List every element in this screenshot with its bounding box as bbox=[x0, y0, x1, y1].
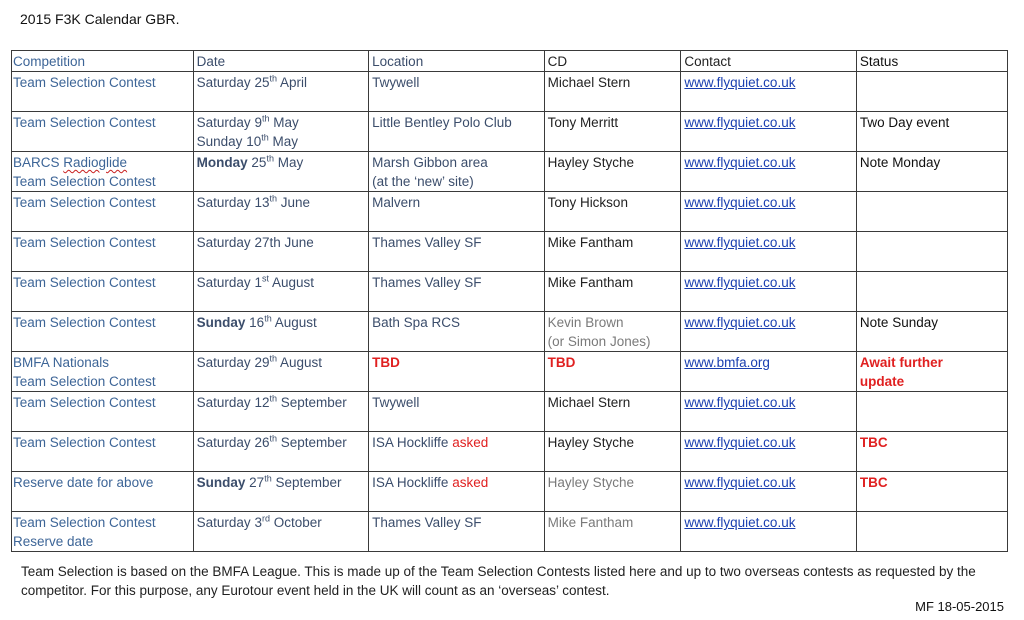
cd-name: Hayley Styche bbox=[547, 435, 634, 450]
competition-text: Team Selection Contest bbox=[13, 115, 156, 130]
contact-link[interactable]: www.flyquiet.co.uk bbox=[684, 435, 796, 450]
cd-name: Mike Fantham bbox=[547, 515, 634, 530]
competition-line bbox=[13, 433, 191, 452]
competition-line bbox=[13, 193, 191, 212]
contact-cell bbox=[681, 352, 857, 392]
cd-name: Tony Hickson bbox=[547, 195, 628, 210]
date-day: Saturday bbox=[196, 275, 251, 290]
cd-line bbox=[548, 73, 679, 92]
location-cell bbox=[369, 232, 545, 272]
cd-name: Kevin Brown bbox=[547, 315, 624, 330]
status-text: update bbox=[859, 374, 905, 389]
date-number: 10 bbox=[242, 134, 262, 149]
date-day: Saturday bbox=[196, 355, 251, 370]
date-cell bbox=[193, 72, 369, 112]
contact-cell bbox=[681, 512, 857, 552]
cd-line bbox=[548, 473, 679, 492]
competition-line bbox=[13, 313, 191, 332]
competition-cell bbox=[12, 272, 194, 312]
date-month: April bbox=[276, 75, 307, 90]
location-flag: asked bbox=[452, 475, 489, 490]
status-text: Note Monday bbox=[859, 155, 941, 170]
location-cell bbox=[369, 312, 545, 352]
cd-name: Tony Merritt bbox=[547, 115, 619, 130]
contact-link[interactable]: www.flyquiet.co.uk bbox=[684, 395, 796, 410]
competition-cell bbox=[12, 392, 194, 432]
date-line bbox=[197, 313, 367, 332]
location-text: Thames Valley SF bbox=[372, 235, 482, 250]
date-line bbox=[197, 353, 367, 372]
header-date: Date bbox=[193, 51, 369, 72]
competition-cell bbox=[12, 312, 194, 352]
location-line bbox=[372, 193, 542, 212]
location-text: Little Bentley Polo Club bbox=[372, 115, 512, 130]
competition-cell bbox=[12, 72, 194, 112]
date-day: Saturday bbox=[196, 195, 251, 210]
date-month: September bbox=[271, 475, 342, 490]
contact-cell bbox=[681, 232, 857, 272]
date-month: August bbox=[276, 355, 323, 370]
date-month: August bbox=[271, 315, 317, 330]
contact-link[interactable]: www.flyquiet.co.uk bbox=[684, 315, 796, 330]
location-text: ISA Hockliffe bbox=[372, 435, 453, 450]
status-cell bbox=[856, 392, 1007, 432]
table-row bbox=[12, 72, 1008, 112]
competition-text: Team Selection Contest bbox=[13, 435, 156, 450]
date-month: August bbox=[268, 275, 315, 290]
header-competition: Competition bbox=[12, 51, 194, 72]
date-ordinal: th bbox=[269, 393, 277, 404]
competition-line bbox=[13, 513, 191, 532]
location-text: Bath Spa RCS bbox=[372, 315, 460, 330]
date-day: Saturday bbox=[196, 435, 251, 450]
date-cell bbox=[193, 512, 369, 552]
status-cell bbox=[856, 192, 1007, 232]
status-text: Two Day event bbox=[859, 115, 950, 130]
competition-line bbox=[13, 113, 191, 132]
date-ordinal: th bbox=[264, 313, 272, 324]
contact-link[interactable]: www.flyquiet.co.uk bbox=[684, 515, 796, 530]
cd-cell bbox=[544, 152, 681, 192]
location-line bbox=[372, 433, 542, 452]
date-day: Monday bbox=[196, 155, 248, 170]
date-day: Sunday bbox=[196, 134, 243, 149]
competition-line bbox=[13, 353, 191, 372]
location-text: ISA Hockliffe bbox=[372, 475, 453, 490]
date-line bbox=[197, 113, 367, 132]
competition-text: Team Selection Contest bbox=[13, 235, 156, 250]
date-cell bbox=[193, 192, 369, 232]
status-cell bbox=[856, 272, 1007, 312]
competition-cell bbox=[12, 512, 194, 552]
cd-name: Mike Fantham bbox=[547, 275, 634, 290]
competition-line bbox=[13, 393, 191, 412]
date-month: September bbox=[276, 435, 347, 450]
date-line bbox=[197, 153, 367, 172]
cd-name: TBD bbox=[547, 355, 576, 370]
competition-text: Team Selection Contest bbox=[13, 75, 156, 90]
date-cell bbox=[193, 352, 369, 392]
competition-cell bbox=[12, 152, 194, 192]
status-cell bbox=[856, 512, 1007, 552]
date-line bbox=[197, 433, 367, 452]
status-cell bbox=[856, 152, 1007, 192]
competition-line bbox=[13, 153, 191, 172]
date-line bbox=[197, 73, 367, 92]
location-line bbox=[372, 153, 542, 172]
competition-text: Team Selection Contest bbox=[13, 275, 156, 290]
cd-line bbox=[548, 273, 679, 292]
competition-text: Reserve date for above bbox=[13, 475, 154, 490]
cd-line bbox=[548, 113, 679, 132]
contact-link[interactable]: www.flyquiet.co.uk bbox=[684, 235, 796, 250]
location-flag: TBD bbox=[372, 355, 400, 370]
status-line bbox=[860, 372, 1005, 391]
status-cell bbox=[856, 432, 1007, 472]
cd-cell bbox=[544, 432, 681, 472]
location-text: Twywell bbox=[372, 395, 420, 410]
competition-text: Team Selection Contest bbox=[13, 515, 156, 530]
contact-link[interactable]: www.flyquiet.co.uk bbox=[684, 195, 796, 210]
contact-cell bbox=[681, 312, 857, 352]
location-flag: asked bbox=[452, 435, 489, 450]
competition-line bbox=[13, 372, 191, 391]
header-row bbox=[12, 51, 1008, 72]
status-cell bbox=[856, 472, 1007, 512]
contact-link[interactable]: www.flyquiet.co.uk bbox=[684, 155, 796, 170]
competition-line bbox=[13, 233, 191, 252]
table-row bbox=[12, 272, 1008, 312]
date-day: Saturday bbox=[196, 395, 251, 410]
location-cell bbox=[369, 192, 545, 232]
status-text: Note Sunday bbox=[859, 315, 938, 330]
cd-line bbox=[548, 233, 679, 252]
date-month: September bbox=[276, 395, 347, 410]
table-row bbox=[12, 232, 1008, 272]
cd-line bbox=[548, 393, 679, 412]
competition-line bbox=[13, 473, 191, 492]
competition-text: Team Selection Contest bbox=[13, 374, 156, 389]
competition-line bbox=[13, 73, 191, 92]
status-line bbox=[860, 433, 1005, 452]
cd-name: Michael Stern bbox=[547, 75, 631, 90]
date-ordinal: th bbox=[269, 353, 277, 364]
cd-cell bbox=[544, 72, 681, 112]
date-line bbox=[197, 393, 367, 412]
status-cell bbox=[856, 312, 1007, 352]
contact-link[interactable]: www.bmfa.org bbox=[684, 355, 770, 370]
contact-cell bbox=[681, 392, 857, 432]
status-cell bbox=[856, 112, 1007, 152]
competition-text: Team Selection Contest bbox=[13, 395, 156, 410]
date-number: 27th bbox=[250, 235, 281, 250]
table-row bbox=[12, 352, 1008, 392]
date-day: Sunday bbox=[196, 315, 246, 330]
location-cell bbox=[369, 512, 545, 552]
status-text: TBC bbox=[859, 475, 888, 490]
table-row bbox=[12, 432, 1008, 472]
date-ordinal: th bbox=[266, 153, 274, 164]
cd-cell bbox=[544, 272, 681, 312]
competition-cell bbox=[12, 472, 194, 512]
location-line bbox=[372, 273, 542, 292]
date-ordinal: rd bbox=[261, 513, 270, 524]
cd-line bbox=[548, 313, 679, 332]
date-ordinal: th bbox=[264, 473, 272, 484]
status-line bbox=[860, 473, 1005, 492]
footnote: Team Selection is based on the BMFA League. This is made up of the Team Selection Contests listed here and up to two overseas contests as requested by the competitor. For this purpose, any Eurotour event held in the UK will count as an ‘overseas’ contest. bbox=[21, 564, 976, 598]
competition-line bbox=[13, 273, 191, 292]
calendar-table bbox=[11, 50, 1008, 552]
document-title: 2015 F3K Calendar GBR. bbox=[20, 11, 180, 27]
signoff: MF 18-05-2015 bbox=[915, 599, 1004, 614]
cd-name: Mike Fantham bbox=[547, 235, 634, 250]
date-number: 12 bbox=[250, 395, 270, 410]
competition-line bbox=[13, 172, 191, 191]
competition-cell bbox=[12, 232, 194, 272]
location-line bbox=[372, 473, 542, 492]
location-line bbox=[372, 172, 542, 191]
table-row bbox=[12, 392, 1008, 432]
location-cell bbox=[369, 272, 545, 312]
date-number: 29 bbox=[250, 355, 270, 370]
table-row bbox=[12, 152, 1008, 192]
location-cell bbox=[369, 432, 545, 472]
competition-cell bbox=[12, 432, 194, 472]
cd-name: Hayley Styche bbox=[547, 155, 634, 170]
status-cell bbox=[856, 352, 1007, 392]
date-line bbox=[197, 193, 367, 212]
date-cell bbox=[193, 432, 369, 472]
cd-cell bbox=[544, 192, 681, 232]
location-cell bbox=[369, 352, 545, 392]
competition-text: BMFA Nationals bbox=[13, 355, 110, 370]
cd-line bbox=[548, 513, 679, 532]
contact-cell bbox=[681, 272, 857, 312]
date-number: 26 bbox=[250, 435, 270, 450]
status-cell bbox=[856, 232, 1007, 272]
location-cell bbox=[369, 112, 545, 152]
date-cell bbox=[193, 312, 369, 352]
date-day: Saturday bbox=[196, 75, 251, 90]
status-line bbox=[860, 313, 1005, 332]
competition-cell bbox=[12, 192, 194, 232]
date-number: 1 bbox=[250, 275, 262, 290]
contact-cell bbox=[681, 152, 857, 192]
cd-cell bbox=[544, 392, 681, 432]
location-line bbox=[372, 513, 542, 532]
cd-cell bbox=[544, 312, 681, 352]
date-month: May bbox=[269, 115, 299, 130]
date-cell bbox=[193, 152, 369, 192]
date-month: May bbox=[268, 134, 298, 149]
date-day: Saturday bbox=[196, 235, 251, 250]
header-contact: Contact bbox=[681, 51, 857, 72]
contact-link[interactable]: www.flyquiet.co.uk bbox=[684, 475, 796, 490]
cd-name: (or Simon Jones) bbox=[547, 334, 651, 349]
cd-cell bbox=[544, 352, 681, 392]
cd-line bbox=[548, 433, 679, 452]
cd-name: Hayley Styche bbox=[547, 475, 634, 490]
header-status: Status bbox=[856, 51, 1007, 72]
table-row bbox=[12, 472, 1008, 512]
cd-cell bbox=[544, 512, 681, 552]
competition-cell bbox=[12, 352, 194, 392]
competition-cell bbox=[12, 112, 194, 152]
contact-link[interactable]: www.flyquiet.co.uk bbox=[684, 75, 796, 90]
cd-line bbox=[548, 332, 679, 351]
date-day: Saturday bbox=[196, 115, 251, 130]
location-line bbox=[372, 73, 542, 92]
location-text: Thames Valley SF bbox=[372, 275, 482, 290]
date-number: 9 bbox=[250, 115, 262, 130]
date-line bbox=[197, 473, 367, 492]
date-month: October bbox=[269, 515, 322, 530]
date-ordinal: st bbox=[261, 273, 269, 284]
date-cell bbox=[193, 392, 369, 432]
location-cell bbox=[369, 72, 545, 112]
date-ordinal: th bbox=[269, 193, 277, 204]
spellcheck-flag: Radioglide bbox=[63, 155, 128, 170]
date-month: May bbox=[273, 155, 304, 170]
competition-text: Team Selection Contest bbox=[13, 315, 156, 330]
date-cell bbox=[193, 232, 369, 272]
table-row bbox=[12, 192, 1008, 232]
cd-cell bbox=[544, 472, 681, 512]
date-month: June bbox=[280, 235, 314, 250]
competition-text: BARCS bbox=[13, 155, 64, 170]
location-text: Marsh Gibbon area bbox=[372, 155, 488, 170]
location-text: (at the ‘new’ site) bbox=[372, 174, 474, 189]
location-text: Thames Valley SF bbox=[372, 515, 482, 530]
location-cell bbox=[369, 392, 545, 432]
contact-cell bbox=[681, 472, 857, 512]
contact-cell bbox=[681, 72, 857, 112]
date-day: Sunday bbox=[196, 475, 246, 490]
location-text: Twywell bbox=[372, 75, 420, 90]
location-text: Malvern bbox=[372, 195, 421, 210]
date-number: 25 bbox=[250, 75, 270, 90]
date-cell bbox=[193, 272, 369, 312]
location-cell bbox=[369, 472, 545, 512]
date-cell bbox=[193, 112, 369, 152]
date-number: 13 bbox=[250, 195, 270, 210]
cd-line bbox=[548, 353, 679, 372]
cd-cell bbox=[544, 232, 681, 272]
date-line bbox=[197, 273, 367, 292]
location-cell bbox=[369, 152, 545, 192]
date-number: 16 bbox=[245, 315, 265, 330]
table-row bbox=[12, 112, 1008, 152]
status-line bbox=[860, 113, 1005, 132]
cd-line bbox=[548, 193, 679, 212]
competition-text: Reserve date bbox=[13, 534, 94, 549]
status-line bbox=[860, 353, 1005, 372]
contact-cell bbox=[681, 192, 857, 232]
date-ordinal: th bbox=[261, 113, 270, 124]
header-cd: CD bbox=[544, 51, 681, 72]
date-month: June bbox=[276, 195, 311, 210]
date-line bbox=[197, 233, 367, 252]
location-line bbox=[372, 353, 542, 372]
date-ordinal: th bbox=[261, 132, 269, 143]
contact-cell bbox=[681, 112, 857, 152]
location-line bbox=[372, 233, 542, 252]
competition-text: Team Selection Contest bbox=[13, 174, 156, 189]
date-ordinal: th bbox=[269, 433, 277, 444]
date-line bbox=[197, 132, 367, 151]
status-text: Await further bbox=[859, 355, 943, 370]
date-number: 3 bbox=[250, 515, 262, 530]
date-day: Saturday bbox=[196, 515, 251, 530]
contact-link[interactable]: www.flyquiet.co.uk bbox=[684, 275, 796, 290]
table-row bbox=[12, 512, 1008, 552]
status-text: TBC bbox=[859, 435, 888, 450]
cd-line bbox=[548, 153, 679, 172]
status-cell bbox=[856, 72, 1007, 112]
cd-name: Michael Stern bbox=[547, 395, 631, 410]
competition-text: Team Selection Contest bbox=[13, 195, 156, 210]
location-line bbox=[372, 313, 542, 332]
date-number: 25 bbox=[247, 155, 267, 170]
location-line bbox=[372, 113, 542, 132]
cd-cell bbox=[544, 112, 681, 152]
contact-cell bbox=[681, 432, 857, 472]
location-line bbox=[372, 393, 542, 412]
date-cell bbox=[193, 472, 369, 512]
date-ordinal: th bbox=[269, 73, 277, 84]
header-location: Location bbox=[369, 51, 545, 72]
date-number: 27 bbox=[245, 475, 265, 490]
status-line bbox=[860, 153, 1005, 172]
competition-line bbox=[13, 532, 191, 551]
date-line bbox=[197, 513, 367, 532]
contact-link[interactable]: www.flyquiet.co.uk bbox=[684, 115, 796, 130]
table-row bbox=[12, 312, 1008, 352]
